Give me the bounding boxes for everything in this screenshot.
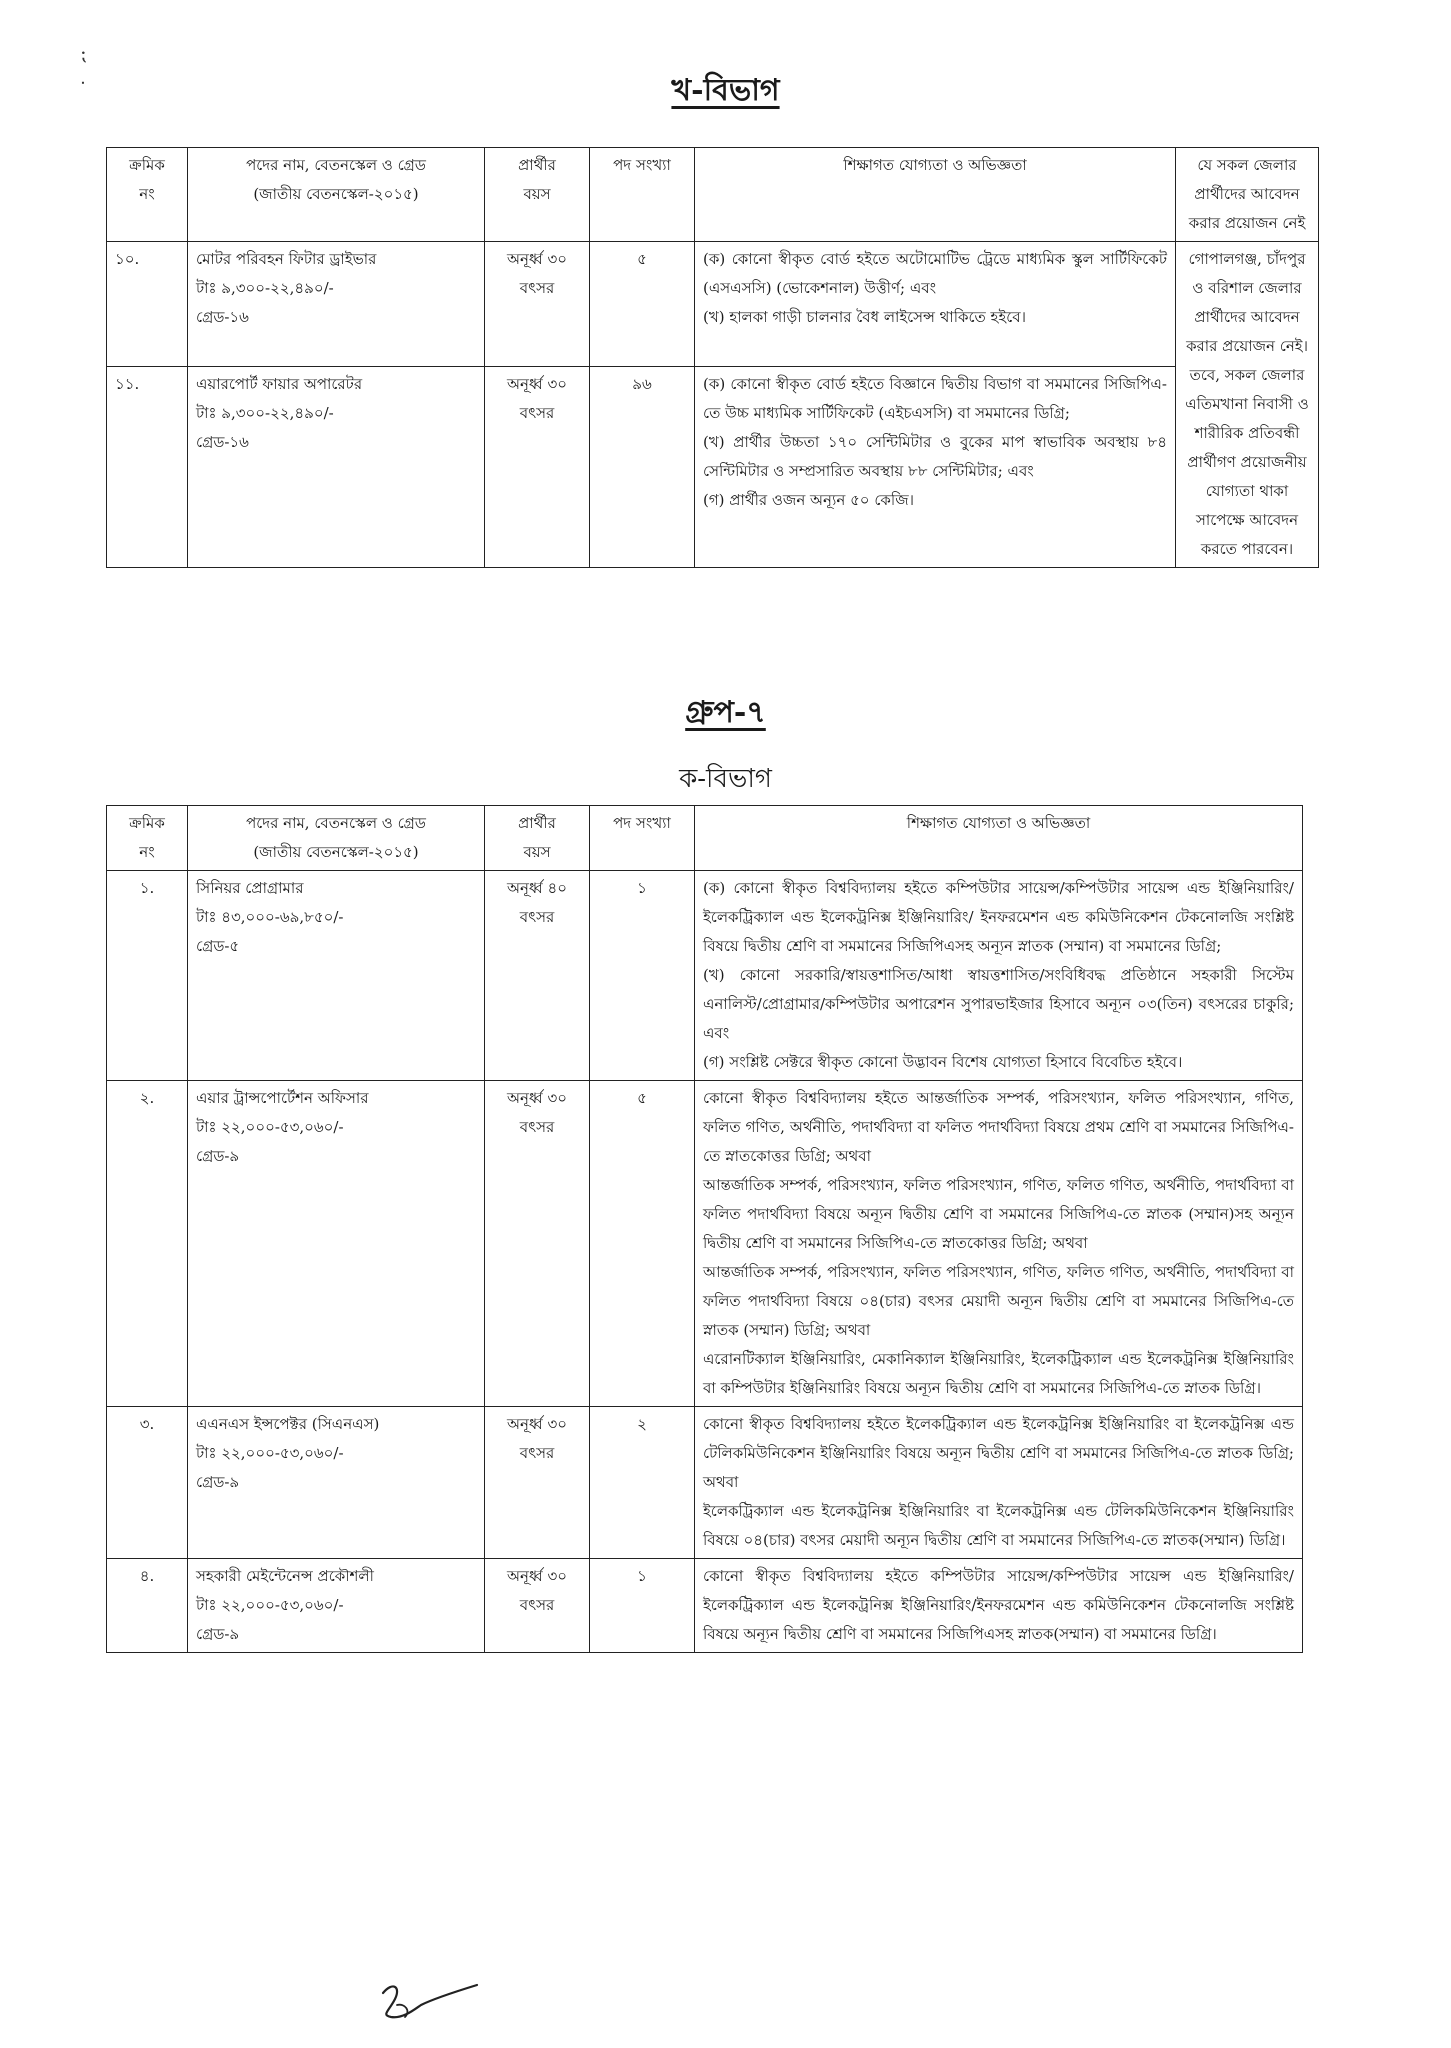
ka-section-title: ক-বিভাগ: [679, 764, 772, 794]
ka-header-qualification: শিক্ষাগত যোগ্যতা ও অভিজ্ঞতা: [695, 806, 1303, 871]
qualification-cell: (ক) কোনো স্বীকৃত বোর্ড হইতে বিজ্ঞানে দ্বিতীয় বিভাগ বা সমমানের সিজিপিএ-তে উচ্চ মাধ্যমিক সার্টিফিকেট (এইচএসসি) বা সমমানের ডিগ্রি; (খ) প্রার্থীর উচ্চতা ১৭০ সেন্টিমিটার ও বুকের মাপ স্বাভাবিক অবস্থায় ৮৪ সেন্টিমিটার ও সম্প্রসারিত অবস্থায় ৮৮ সেন্টিমিটার; এবং (গ) প্রার্থীর ওজন অন্যূন ৫০ কেজি।: [695, 366, 1176, 567]
post-cell: এয়ারপোর্ট ফায়ার অপারেটর টাঃ ৯,৩০০-২২,৪৯০/- গ্রেড-১৬: [188, 366, 485, 567]
kha-header-post: পদের নাম, বেতনস্কেল ও গ্রেড (জাতীয় বেতনস্কেল-২০১৫): [188, 148, 485, 242]
serial-cell: ১.: [107, 871, 188, 1081]
qualification-cell: (ক) কোনো স্বীকৃত বোর্ড হইতে অটোমোটিভ ট্রেডে মাধ্যমিক স্কুল সার্টিফিকেট (এসএসসি) (ভোকেশনাল) উত্তীর্ণ; এবং (খ) হালকা গাড়ী চালনার বৈধ লাইসেন্স থাকিতে হইবে।: [695, 242, 1176, 367]
age-cell: অনূর্ধ্ব ৩০ বৎসর: [485, 1559, 590, 1653]
ka-header-row: [107, 806, 1303, 871]
ka-section-table: [106, 805, 1303, 1653]
post-cell: সিনিয়র প্রোগ্রামার টাঃ ৪৩,০০০-৬৯,৮৫০/- গ্রেড-৫: [188, 871, 485, 1081]
count-cell: ২: [590, 1407, 695, 1559]
kha-section-title: খ-বিভাগ: [671, 73, 780, 108]
qualification-cell: কোনো স্বীকৃত বিশ্ববিদ্যালয় হইতে ইলেকট্রিক্যাল এন্ড ইলেকট্রনিক্স ইঞ্জিনিয়ারিং বা ইলেকট্রনিক্স এন্ড টেলিকমিউনিকেশন ইঞ্জিনিয়ারিং বিষয়ে অন্যূন দ্বিতীয় শ্রেণি বা সমমানের সিজিপিএ-তে স্নাতক ডিগ্রি; অথবা ইলেকট্রিক্যাল এন্ড ইলেকট্রনিক্স ইঞ্জিনিয়ারিং বা ইলেকট্রনিক্স এন্ড টেলিকমিউনিকেশন ইঞ্জিনিয়ারিং বিষয়ে ০৪(চার) বৎসর মেয়াদী অন্যূন দ্বিতীয় শ্রেণি বা সমমানের সিজিপিএ-তে স্নাতক(সম্মান) ডিগ্রি।: [695, 1407, 1303, 1559]
ka-header-age: প্রার্থীর বয়স: [485, 806, 590, 871]
qualification-cell: কোনো স্বীকৃত বিশ্ববিদ্যালয় হইতে আন্তর্জাতিক সম্পর্ক, পরিসংখ্যান, ফলিত পরিসংখ্যান, গণিত, ফলিত গণিত, অর্থনীতি, পদার্থবিদ্যা বা ফলিত পদার্থবিদ্যা বিষয়ে প্রথম শ্রেণি বা সমমানের সিজিপিএ-তে স্নাতকোত্তর ডিগ্রি; অথবা আন্তর্জাতিক সম্পর্ক, পরিসংখ্যান, ফলিত পরিসংখ্যান, গণিত, ফলিত গণিত, অর্থনীতি, পদার্থবিদ্যা বা ফলিত পদার্থবিদ্যা বিষয়ে অন্যূন দ্বিতীয় শ্রেণি বা সমমানের সিজিপিএ-তে স্নাতক (সম্মান)সহ অন্যূন দ্বিতীয় শ্রেণি বা সমমানের সিজিপিএ-তে স্নাতকোত্তর ডিগ্রি; অথবা আন্তর্জাতিক সম্পর্ক, পরিসংখ্যান, ফলিত পরিসংখ্যান, গণিত, ফলিত গণিত, অর্থনীতি, পদার্থবিদ্যা বা ফলিত পদার্থবিদ্যা বিষয়ে ০৪(চার) বৎসর মেয়াদী অন্যূন দ্বিতীয় শ্রেণি বা সমমানের সিজিপিএ-তে স্নাতক (সম্মান) ডিগ্রি; অথবা এরোনটিক্যাল ইঞ্জিনিয়ারিং, মেকানিক্যাল ইঞ্জিনিয়ারিং, ইলেকট্রিক্যাল এন্ড ইলেকট্রনিক্স ইঞ্জিনিয়ারিং বা কম্পিউটার ইঞ্জিনিয়ারিং বিষয়ে অন্যূন দ্বিতীয় শ্রেণি বা সমমানের সিজিপিএ-তে স্নাতক ডিগ্রি।: [695, 1081, 1303, 1407]
count-cell: ৯৬: [590, 366, 695, 567]
age-cell: অনূর্ধ্ব ৩০ বৎসর: [485, 1407, 590, 1559]
count-cell: ১: [590, 1559, 695, 1653]
serial-cell: ৪.: [107, 1559, 188, 1653]
kha-header-row: [107, 148, 1319, 242]
qualification-cell: কোনো স্বীকৃত বিশ্ববিদ্যালয় হইতে কম্পিউটার সায়েন্স/কম্পিউটার সায়েন্স এন্ড ইঞ্জিনিয়ারিং/ইলেকট্রিক্যাল এন্ড ইলেকট্রনিক্স ইঞ্জিনিয়ারিং/ইনফরমেশন এন্ড কমিউনিকেশন টেকনোলজি সংশ্লিষ্ট বিষয়ে অন্যূন দ্বিতীয় শ্রেণি বা সমমানের সিজিপিএসহ স্নাতক(সম্মান) বা সমমানের ডিগ্রি।: [695, 1559, 1303, 1653]
post-cell: এএনএস ইন্সপেক্টর (সিএনএস) টাঃ ২২,০০০-৫৩,০৬০/- গ্রেড-৯: [188, 1407, 485, 1559]
age-cell: অনূর্ধ্ব ৩০ বৎসর: [485, 366, 590, 567]
page-speck-1: ⁏: [80, 41, 87, 65]
kha-section-table: [106, 147, 1319, 568]
serial-cell: ১১.: [107, 366, 188, 567]
table-row: [107, 871, 1303, 1081]
qualification-cell: (ক) কোনো স্বীকৃত বিশ্ববিদ্যালয় হইতে কম্পিউটার সায়েন্স/কম্পিউটার সায়েন্স এন্ড ইঞ্জিনিয়ারিং/ইলেকট্রিক্যাল এন্ড ইলেকট্রনিক্স ইঞ্জিনিয়ারিং/ ইনফরমেশন এন্ড কমিউনিকেশন টেকনোলজি সংশ্লিষ্ট বিষয়ে দ্বিতীয় শ্রেণি বা সমমানের সিজিপিএসহ অন্যূন স্নাতক (সম্মান) বা সমমানের ডিগ্রি; (খ) কোনো সরকারি/স্বায়ত্তশাসিত/আধা স্বায়ত্তশাসিত/সংবিধিবদ্ধ প্রতিষ্ঠানে সহকারী সিস্টেম এনালিস্ট/প্রোগ্রামার/কম্পিউটার অপারেশন সুপারভাইজার হিসাবে অন্যূন ০৩(তিন) বৎসরের চাকুরি; এবং (গ) সংশ্লিষ্ট সেক্টরে স্বীকৃত কোনো উদ্ভাবন বিশেষ যোগ্যতা হিসাবে বিবেচিত হইবে।: [695, 871, 1303, 1081]
age-cell: অনূর্ধ্ব ৩০ বৎসর: [485, 242, 590, 367]
kha-header-age: প্রার্থীর বয়স: [485, 148, 590, 242]
post-cell: মোটর পরিবহন ফিটার ড্রাইভার টাঃ ৯,৩০০-২২,৪৯০/- গ্রেড-১৬: [188, 242, 485, 367]
count-cell: ১: [590, 871, 695, 1081]
post-cell: সহকারী মেইন্টেনেন্স প্রকৌশলী টাঃ ২২,০০০-৫৩,০৬০/- গ্রেড-৯: [188, 1559, 485, 1653]
table-row: [107, 242, 1319, 367]
ka-header-count: পদ সংখ্যা: [590, 806, 695, 871]
kha-header-qualification: শিক্ষাগত যোগ্যতা ও অভিজ্ঞতা: [695, 148, 1176, 242]
serial-cell: ২.: [107, 1081, 188, 1407]
serial-cell: ১০.: [107, 242, 188, 367]
count-cell: ৫: [590, 242, 695, 367]
post-cell: এয়ার ট্রান্সপোর্টেশন অফিসার টাঃ ২২,০০০-৫৩,০৬০/- গ্রেড-৯: [188, 1081, 485, 1407]
kha-header-serial: ক্রমিক নং: [107, 148, 188, 242]
count-cell: ৫: [590, 1081, 695, 1407]
kha-header-count: পদ সংখ্যা: [590, 148, 695, 242]
age-cell: অনূর্ধ্ব ৩০ বৎসর: [485, 1081, 590, 1407]
ka-header-serial: ক্রমিক নং: [107, 806, 188, 871]
district-note-cell: গোপালগঞ্জ, চাঁদপুর ও বরিশাল জেলার প্রার্থীদের আবেদন করার প্রয়োজন নেই। তবে, সকল জেলার এতিমখানা নিবাসী ও শারীরিক প্রতিবন্ধী প্রার্থীগণ প্রয়োজনীয় যোগ্যতা থাকা সাপেক্ষে আবেদন করতে পারবেন।: [1176, 242, 1319, 568]
group-title: গ্রুপ-৭: [685, 695, 766, 730]
table-row: [107, 1559, 1303, 1653]
signature-scribble: [375, 1975, 485, 2030]
table-row: [107, 1081, 1303, 1407]
age-cell: অনূর্ধ্ব ৪০ বৎসর: [485, 871, 590, 1081]
table-row: [107, 1407, 1303, 1559]
table-row: [107, 366, 1319, 567]
kha-header-district: যে সকল জেলার প্রার্থীদের আবেদন করার প্রয়োজন নেই: [1176, 148, 1319, 242]
page-speck-2: ᐧ: [80, 71, 86, 95]
ka-header-post: পদের নাম, বেতনস্কেল ও গ্রেড (জাতীয় বেতনস্কেল-২০১৫): [188, 806, 485, 871]
serial-cell: ৩.: [107, 1407, 188, 1559]
